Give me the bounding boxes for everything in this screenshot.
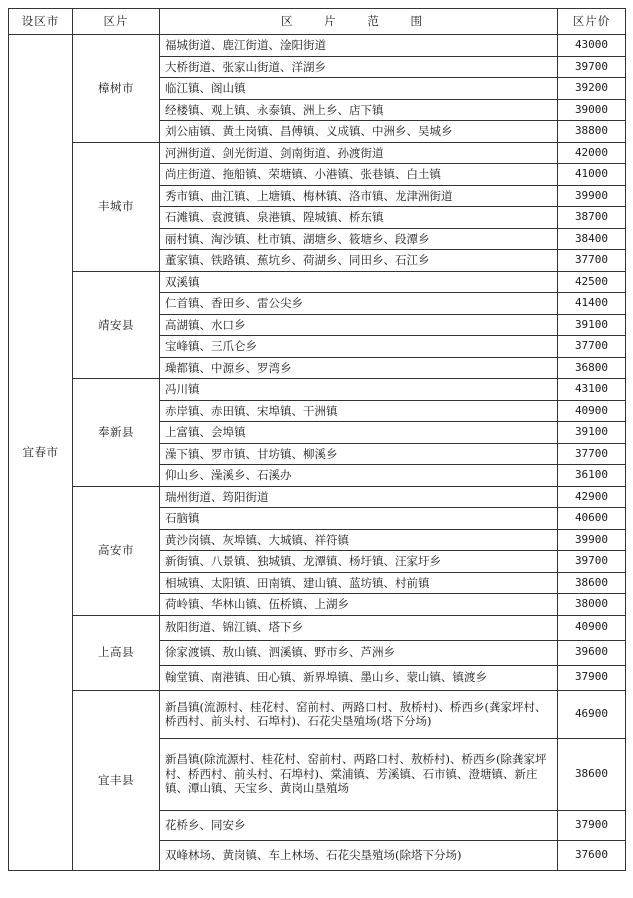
range-cell: 新昌镇(流源村、桂花村、窑前村、两路口村、敖桥村)、桥西乡(龚家坪村、桥西村、前头村、石埠村)、石花尖垦殖场(塔下分场) bbox=[160, 690, 558, 738]
range-cell: 上富镇、会埠镇 bbox=[160, 422, 558, 444]
range-cell: 福城街道、鹿江街道、淦阳街道 bbox=[160, 35, 558, 57]
price-cell: 42500 bbox=[558, 271, 626, 293]
price-cell: 38600 bbox=[558, 738, 626, 810]
price-cell: 36800 bbox=[558, 357, 626, 379]
range-cell: 璪都镇、中源乡、罗湾乡 bbox=[160, 357, 558, 379]
price-cell: 39900 bbox=[558, 529, 626, 551]
price-cell: 38700 bbox=[558, 207, 626, 229]
zone-cell: 樟树市 bbox=[73, 35, 160, 143]
price-cell: 39700 bbox=[558, 56, 626, 78]
header-city: 设区市 bbox=[9, 9, 73, 35]
range-cell: 新街镇、八景镇、独城镇、龙潭镇、杨圩镇、汪家圩乡 bbox=[160, 551, 558, 573]
table-row bbox=[9, 271, 626, 293]
zone-cell: 上高县 bbox=[73, 615, 160, 690]
range-cell: 冯川镇 bbox=[160, 379, 558, 401]
range-cell: 仰山乡、澡溪乡、石溪办 bbox=[160, 465, 558, 487]
price-cell: 39100 bbox=[558, 422, 626, 444]
range-cell: 澡下镇、罗市镇、甘坊镇、柳溪乡 bbox=[160, 443, 558, 465]
zone-cell: 奉新县 bbox=[73, 379, 160, 487]
range-cell: 双峰林场、黄岗镇、车上林场、石花尖垦殖场(除塔下分场) bbox=[160, 840, 558, 870]
header-row bbox=[9, 9, 626, 35]
range-cell: 荷岭镇、华林山镇、伍桥镇、上湖乡 bbox=[160, 594, 558, 616]
price-cell: 43100 bbox=[558, 379, 626, 401]
range-cell: 临江镇、阁山镇 bbox=[160, 78, 558, 100]
zone-cell: 高安市 bbox=[73, 486, 160, 615]
table-row bbox=[9, 486, 626, 508]
price-cell: 41000 bbox=[558, 164, 626, 186]
price-cell: 39000 bbox=[558, 99, 626, 121]
price-cell: 43000 bbox=[558, 35, 626, 57]
range-cell: 双溪镇 bbox=[160, 271, 558, 293]
price-cell: 38600 bbox=[558, 572, 626, 594]
price-cell: 38000 bbox=[558, 594, 626, 616]
price-cell: 42000 bbox=[558, 142, 626, 164]
city-cell: 宜春市 bbox=[9, 35, 73, 871]
range-cell: 黄沙岗镇、灰埠镇、大城镇、祥符镇 bbox=[160, 529, 558, 551]
price-cell: 40900 bbox=[558, 400, 626, 422]
price-cell: 40600 bbox=[558, 508, 626, 530]
range-cell: 高湖镇、水口乡 bbox=[160, 314, 558, 336]
price-cell: 37700 bbox=[558, 443, 626, 465]
range-cell: 尚庄街道、拖船镇、荣塘镇、小港镇、张巷镇、白土镇 bbox=[160, 164, 558, 186]
table-row bbox=[9, 379, 626, 401]
range-cell: 石脑镇 bbox=[160, 508, 558, 530]
range-cell: 大桥街道、张家山街道、洋湖乡 bbox=[160, 56, 558, 78]
price-cell: 37700 bbox=[558, 336, 626, 358]
header-zone: 区片 bbox=[73, 9, 160, 35]
price-cell: 41400 bbox=[558, 293, 626, 315]
header-range: 区 片 范 围 bbox=[160, 9, 558, 35]
range-cell: 仁首镇、香田乡、雷公尖乡 bbox=[160, 293, 558, 315]
table-row bbox=[9, 35, 626, 57]
price-cell: 39200 bbox=[558, 78, 626, 100]
table-row bbox=[9, 615, 626, 640]
price-cell: 38800 bbox=[558, 121, 626, 143]
range-cell: 花桥乡、同安乡 bbox=[160, 810, 558, 840]
header-price: 区片价 bbox=[558, 9, 626, 35]
zone-cell: 宜丰县 bbox=[73, 690, 160, 870]
zone-cell: 靖安县 bbox=[73, 271, 160, 379]
price-cell: 37700 bbox=[558, 250, 626, 272]
range-cell: 丽村镇、淘沙镇、杜市镇、湖塘乡、筱塘乡、段潭乡 bbox=[160, 228, 558, 250]
range-cell: 董家镇、铁路镇、蕉坑乡、荷湖乡、同田乡、石江乡 bbox=[160, 250, 558, 272]
price-cell: 37600 bbox=[558, 840, 626, 870]
table-row bbox=[9, 690, 626, 738]
price-cell: 39600 bbox=[558, 640, 626, 665]
range-cell: 经楼镇、观上镇、永泰镇、洲上乡、店下镇 bbox=[160, 99, 558, 121]
range-cell: 刘公庙镇、黄土岗镇、昌傅镇、义成镇、中洲乡、吴城乡 bbox=[160, 121, 558, 143]
range-cell: 河洲街道、剑光街道、剑南街道、孙渡街道 bbox=[160, 142, 558, 164]
range-cell: 新昌镇(除流源村、桂花村、窑前村、两路口村、敖桥村)、桥西乡(除龚家坪村、桥西村、前头村、石埠村)、棠浦镇、芳溪镇、石市镇、澄塘镇、新庄镇、潭山镇、天宝乡、黄岗山垦殖场 bbox=[160, 738, 558, 810]
price-cell: 36100 bbox=[558, 465, 626, 487]
range-cell: 瑞州街道、筠阳街道 bbox=[160, 486, 558, 508]
price-cell: 39700 bbox=[558, 551, 626, 573]
range-cell: 秀市镇、曲江镇、上塘镇、梅林镇、洛市镇、龙津洲街道 bbox=[160, 185, 558, 207]
land-price-table bbox=[8, 8, 626, 871]
price-cell: 38400 bbox=[558, 228, 626, 250]
range-cell: 翰堂镇、南港镇、田心镇、新界埠镇、墨山乡、蒙山镇、镇渡乡 bbox=[160, 665, 558, 690]
zone-cell: 丰城市 bbox=[73, 142, 160, 271]
price-cell: 39100 bbox=[558, 314, 626, 336]
price-cell: 46900 bbox=[558, 690, 626, 738]
table-row bbox=[9, 142, 626, 164]
range-cell: 石滩镇、袁渡镇、泉港镇、隍城镇、桥东镇 bbox=[160, 207, 558, 229]
price-cell: 37900 bbox=[558, 665, 626, 690]
price-cell: 37900 bbox=[558, 810, 626, 840]
range-cell: 敖阳街道、锦江镇、塔下乡 bbox=[160, 615, 558, 640]
range-cell: 相城镇、太阳镇、田南镇、建山镇、蓝坊镇、村前镇 bbox=[160, 572, 558, 594]
range-cell: 赤岸镇、赤田镇、宋埠镇、干洲镇 bbox=[160, 400, 558, 422]
range-cell: 徐家渡镇、敖山镇、泗溪镇、野市乡、芦洲乡 bbox=[160, 640, 558, 665]
price-cell: 42900 bbox=[558, 486, 626, 508]
price-cell: 39900 bbox=[558, 185, 626, 207]
price-cell: 40900 bbox=[558, 615, 626, 640]
range-cell: 宝峰镇、三爪仑乡 bbox=[160, 336, 558, 358]
